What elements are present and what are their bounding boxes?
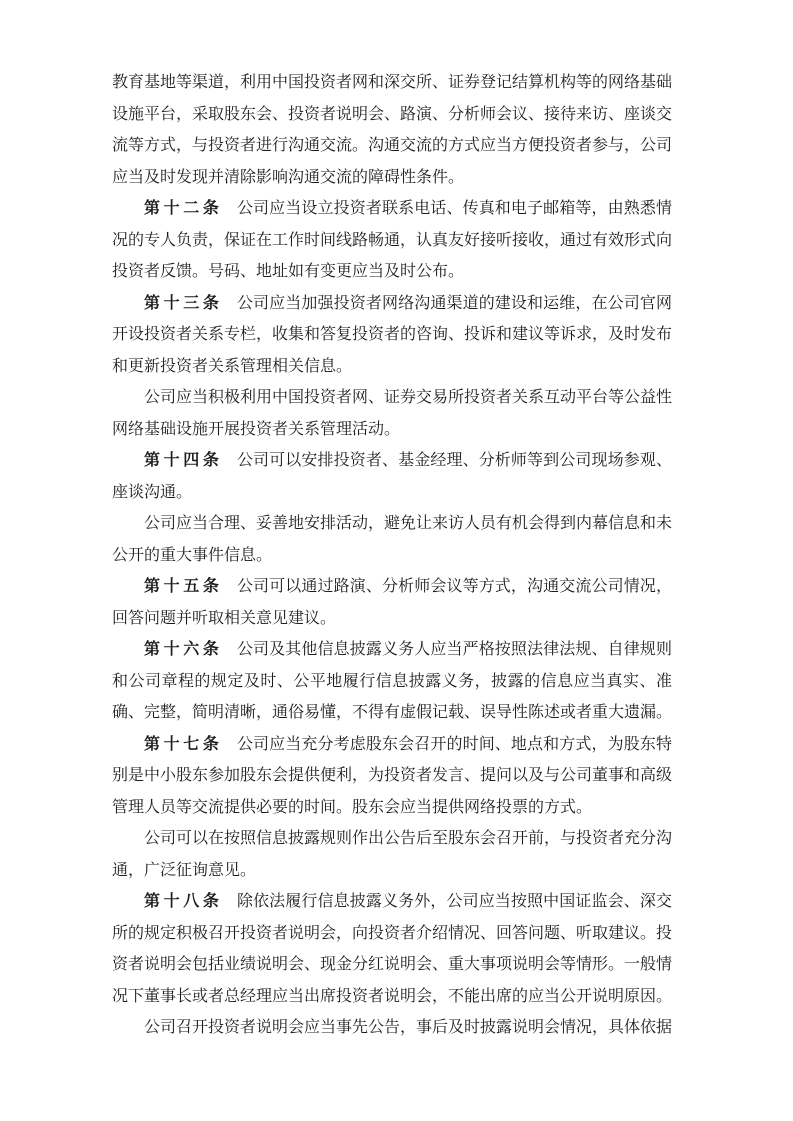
paragraph-text: 公司应当合理、妥善地安排活动，避免让来访人员有机会得到内幕信息和未公开的重大事件信息。 — [112, 515, 673, 564]
paragraph-text: 除依法履行信息披露义务外，公司应当按照中国证监会、深交所的规定积极召开投资者说明会，向投资者介绍情况、回答问题、听取建议。投资者说明会包括业绩说明会、现金分红说明会、重大事项说明会等情形。一般情况下董事长或者总经理应当出席投资者说明会，不能出席的应当公开说明原因。 — [112, 893, 673, 1005]
paragraph — [112, 1012, 672, 1044]
paragraph-text: 公司可以安排投资者、基金经理、分析师等到公司现场参观、座谈沟通。 — [112, 452, 672, 501]
article-number: 第十三条 — [144, 294, 223, 312]
paragraph-article-17 — [112, 729, 672, 824]
paragraph-article-12 — [112, 193, 672, 288]
article-number: 第十八条 — [144, 893, 223, 910]
article-number: 第十五条 — [144, 578, 223, 595]
article-number: 第十四条 — [144, 452, 223, 469]
article-number: 第十七条 — [144, 735, 223, 753]
paragraph-article-18 — [112, 886, 672, 1012]
paragraph — [112, 67, 672, 193]
paragraph-article-15 — [112, 571, 672, 634]
paragraph-article-16 — [112, 634, 672, 729]
paragraph-article-14 — [112, 445, 672, 508]
paragraph-article-13 — [112, 288, 672, 383]
article-number: 第十二条 — [144, 200, 223, 217]
document-body — [112, 67, 672, 1044]
paragraph-text: 公司及其他信息披露义务人应当严格按照法律法规、自律规则和公司章程的规定及时、公平地履行信息披露义务，披露的信息应当真实、准确、完整，简明清晰，通俗易懂，不得有虚假记载、误导性陈述或者重大遗漏。 — [112, 641, 673, 721]
paragraph-text: 公司应当充分考虑股东会召开的时间、地点和方式，为股东特别是中小股东参加股东会提供便利，为投资者发言、提问以及与公司董事和高级管理人员等交流提供必要的时间。股东会应当提供网络投票的方式。 — [112, 735, 673, 816]
paragraph-text: 教育基地等渠道，利用中国投资者网和深交所、证券登记结算机构等的网络基础设施平台，采取股东会、投资者说明会、路演、分析师会议、接待来访、座谈交流等方式，与投资者进行沟通交流。沟通交流的方式应当方便投资者参与，公司应当及时发现并清除影响沟通交流的障碍性条件。 — [112, 74, 673, 186]
paragraph-text: 公司可以通过路演、分析师会议等方式，沟通交流公司情况，回答问题并听取相关意见建议。 — [112, 578, 672, 627]
paragraph-text: 公司可以在按照信息披露规则作出公告后至股东会召开前，与投资者充分沟通，广泛征询意见。 — [112, 830, 673, 879]
paragraph-text: 公司应当加强投资者网络沟通渠道的建设和运维，在公司官网开设投资者关系专栏，收集和答复投资者的咨询、投诉和建议等诉求，及时发布和更新投资者关系管理相关信息。 — [112, 294, 673, 375]
paragraph — [112, 823, 672, 886]
paragraph-text: 公司应当设立投资者联系电话、传真和电子邮箱等，由熟悉情况的专人负责，保证在工作时间线路畅通，认真友好接听接收，通过有效形式向投资者反馈。号码、地址如有变更应当及时公布。 — [112, 200, 673, 280]
paragraph-text: 公司应当积极利用中国投资者网、证券交易所投资者关系互动平台等公益性网络基础设施开展投资者关系管理活动。 — [112, 389, 673, 438]
article-number: 第十六条 — [144, 641, 223, 658]
paragraph — [112, 508, 672, 571]
paragraph — [112, 382, 672, 445]
paragraph-text: 公司召开投资者说明会应当事先公告，事后及时披露说明会情况，具体依据 — [144, 1019, 673, 1036]
